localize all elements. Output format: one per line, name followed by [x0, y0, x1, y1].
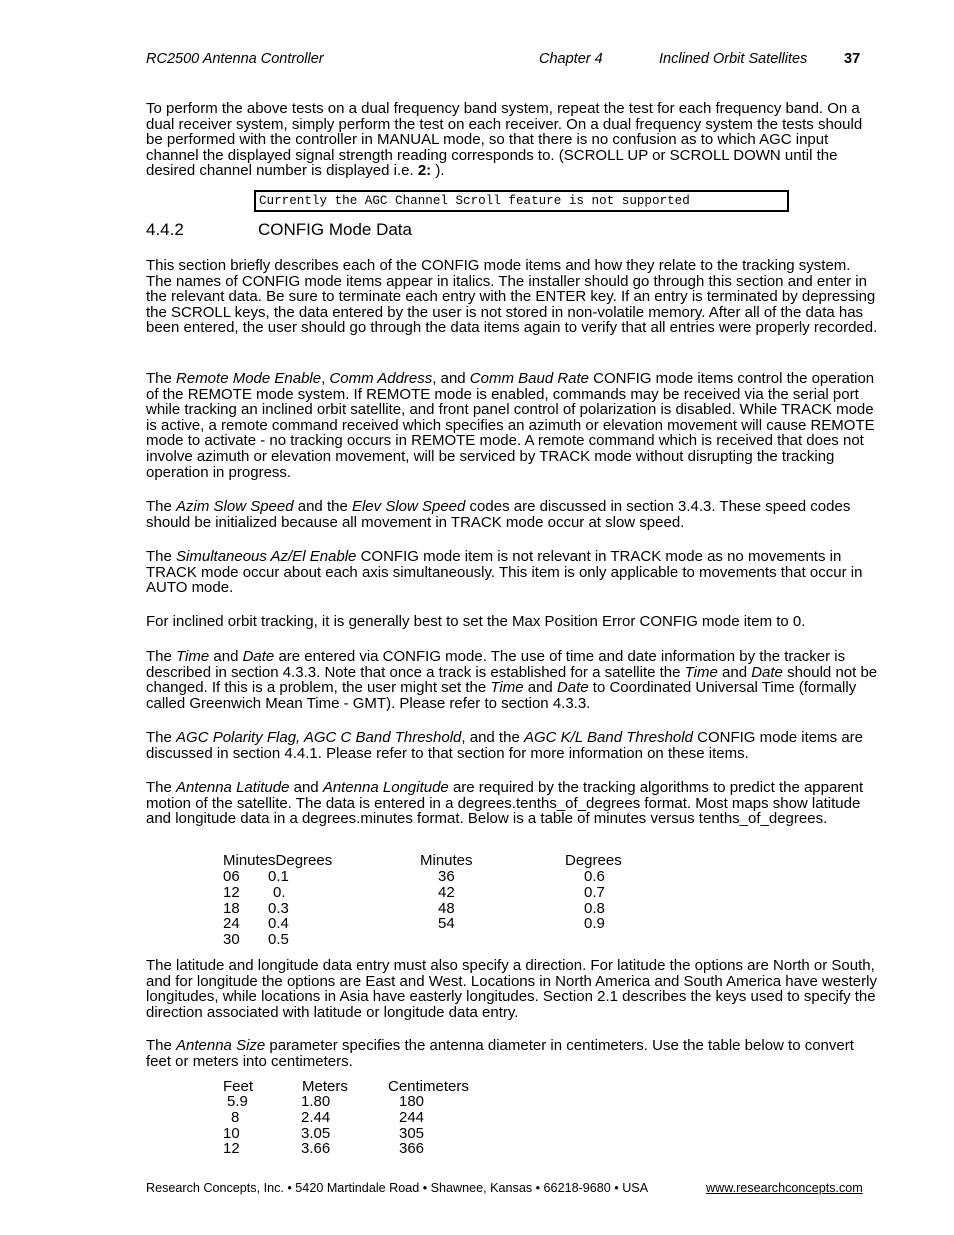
- table-header: Feet: [223, 1078, 254, 1095]
- table-cell: 30: [223, 931, 240, 948]
- table-cell: 0.3: [268, 900, 289, 917]
- slow-speed-paragraph: The Azim Slow Speed and the Elev Slow Speed codes are discussed in section 3.4.3. These speed codes should be initialized because all movement in TRACK mode occur at slow speed.: [146, 498, 851, 531]
- chapter-label: Chapter 4: [539, 51, 603, 67]
- table-cell: 0.6: [584, 868, 605, 885]
- table-cell: 10: [223, 1125, 240, 1142]
- agc-paragraph: The AGC Polarity Flag, AGC C Band Threshold, and the AGC K/L Band Threshold CONFIG mode items are discussed in section 4.4.1. Please refer to that section for more information on these items.: [146, 729, 863, 762]
- table-cell: 0.8: [584, 900, 605, 917]
- time-date-paragraph: The Time and Date are entered via CONFIG mode. The use of time and date information by the tracker is described in section 4.3.3. Note that once a track is established for a satellite the Time and Date should not be changed. If this is a problem, the user might set the Time and Date to Coordinated Universal Time (formally called Greenwich Mean Time - GMT). Please refer to section 4.3.3.: [146, 648, 878, 712]
- section-label: Inclined Orbit Satellites: [659, 51, 808, 67]
- table-cell: 42: [438, 884, 455, 901]
- table-cell: 06: [223, 868, 240, 885]
- website-link[interactable]: www.researchconcepts.com: [706, 1181, 863, 1195]
- antenna-size-paragraph: The Antenna Size parameter specifies the antenna diameter in centimeters. Use the table below to convert feet or meters into centimeters.: [146, 1037, 854, 1070]
- max-position-paragraph: For inclined orbit tracking, it is generally best to set the Max Position Error CONFIG mode item to 0.: [146, 613, 806, 630]
- lat-lon-paragraph: The Antenna Latitude and Antenna Longitude are required by the tracking algorithms to predict the apparent motion of the satellite. The data is entered in a degrees.tenths_of_degrees format. Most maps show latitude and longitude data in a degrees.minutes format. Below is a table of minutes versus tenths_of_degrees.: [146, 779, 864, 828]
- company-address: Research Concepts, Inc. • 5420 Martindale Road • Shawnee, Kansas • 66218-9680 • USA: [146, 1181, 649, 1195]
- overview-paragraph: This section briefly describes each of the CONFIG mode items and how they relate to the tracking system. The names of CONFIG mode items appear in italics. The installer should go through this section and enter in the relevant data. Be sure to terminate each entry with the ENTER key. If an entry is terminated by depressing the SCROLL keys, the data entered by the user is not stored in non-volatile memory. After all of the data has been entered, the user should go through the data items again to verify that all entries were properly recorded.: [146, 257, 878, 337]
- table-cell: 0.7: [584, 884, 605, 901]
- table-header: Degrees: [565, 852, 622, 869]
- table-cell: 8: [231, 1109, 240, 1126]
- table-cell: 48: [438, 900, 455, 917]
- remote-mode-paragraph: The Remote Mode Enable, Comm Address, and Comm Baud Rate CONFIG mode items control the operation of the REMOTE mode system. If REMOTE mode is enabled, commands may be received via the serial port while tracking an inclined orbit satellite, and front panel control of polarization is disabled. While TRACK mode is active, a remote command received which specifies an azimuth or elevation movement will cause REMOTE mode to activate - no tracking occurs in REMOTE mode. A remote command which is received that does not involve azimuth or elevation movement, will be serviced by TRACK mode without disrupting the tracking operation in progress.: [146, 370, 875, 481]
- table-cell: 12: [223, 1140, 240, 1157]
- page-header: [146, 52, 862, 70]
- table-cell: 0.1: [268, 868, 289, 885]
- table-cell: 3.66: [301, 1140, 331, 1157]
- table-cell: 24: [223, 915, 240, 932]
- table-cell: 36: [438, 868, 455, 885]
- table-cell: 0.4: [268, 915, 289, 932]
- table-cell: 5.9: [227, 1093, 248, 1110]
- table-cell: 244: [399, 1109, 425, 1126]
- direction-paragraph: The latitude and longitude data entry must also specify a direction. For latitude the options are North or South, and for longitude the options are East and West. Locations in North America and South America have westerly longitudes, while locations in Asia have easterly longitudes. Section 2.1 describes the keys used to specify the direction associated with latitude or longitude data entry.: [146, 957, 877, 1021]
- table-cell: 180: [399, 1093, 425, 1110]
- simultaneous-paragraph: The Simultaneous Az/El Enable CONFIG mode item is not relevant in TRACK mode as no movements in TRACK mode occur about each axis simultaneously. This item is only applicable to movements that occur in AUTO mode.: [146, 548, 863, 597]
- table-header: MinutesDegrees: [223, 852, 333, 869]
- table-cell: 0.9: [584, 915, 605, 932]
- table-cell: 12: [223, 884, 240, 901]
- intro-paragraph: To perform the above tests on a dual frequency band system, repeat the test for each frequency band. On a dual receiver system, simply perform the test on each receiver. On a dual frequency system the tests should be performed with the controller in MANUAL mode, so that there is no confusion as to which AGC input channel the displayed signal strength reading corresponds to. (SCROLL UP or SCROLL DOWN until the desired channel number is displayed i.e. 2: ).: [146, 100, 863, 180]
- table-header: Centimeters: [388, 1078, 469, 1095]
- table-cell: 0.5: [268, 931, 289, 948]
- table-cell: 3.05: [301, 1125, 331, 1142]
- page-footer: [146, 1181, 862, 1197]
- table-cell: 2.44: [301, 1109, 331, 1126]
- page-number: 37: [844, 51, 861, 67]
- table-cell: 54: [438, 915, 455, 932]
- table-header: Minutes: [420, 852, 473, 869]
- table-cell: 1.80: [301, 1093, 331, 1110]
- table-cell: 305: [399, 1125, 425, 1142]
- table-header: Meters: [302, 1078, 348, 1095]
- document-title: RC2500 Antenna Controller: [146, 51, 324, 67]
- table-cell: 18: [223, 900, 240, 917]
- table-cell: 0.: [273, 884, 286, 901]
- table-cell: 366: [399, 1140, 425, 1157]
- section-title: CONFIG Mode Data: [258, 220, 412, 239]
- display-message-box: Currently the AGC Channel Scroll feature is not supported: [254, 190, 789, 212]
- section-number: 4.4.2: [146, 220, 184, 239]
